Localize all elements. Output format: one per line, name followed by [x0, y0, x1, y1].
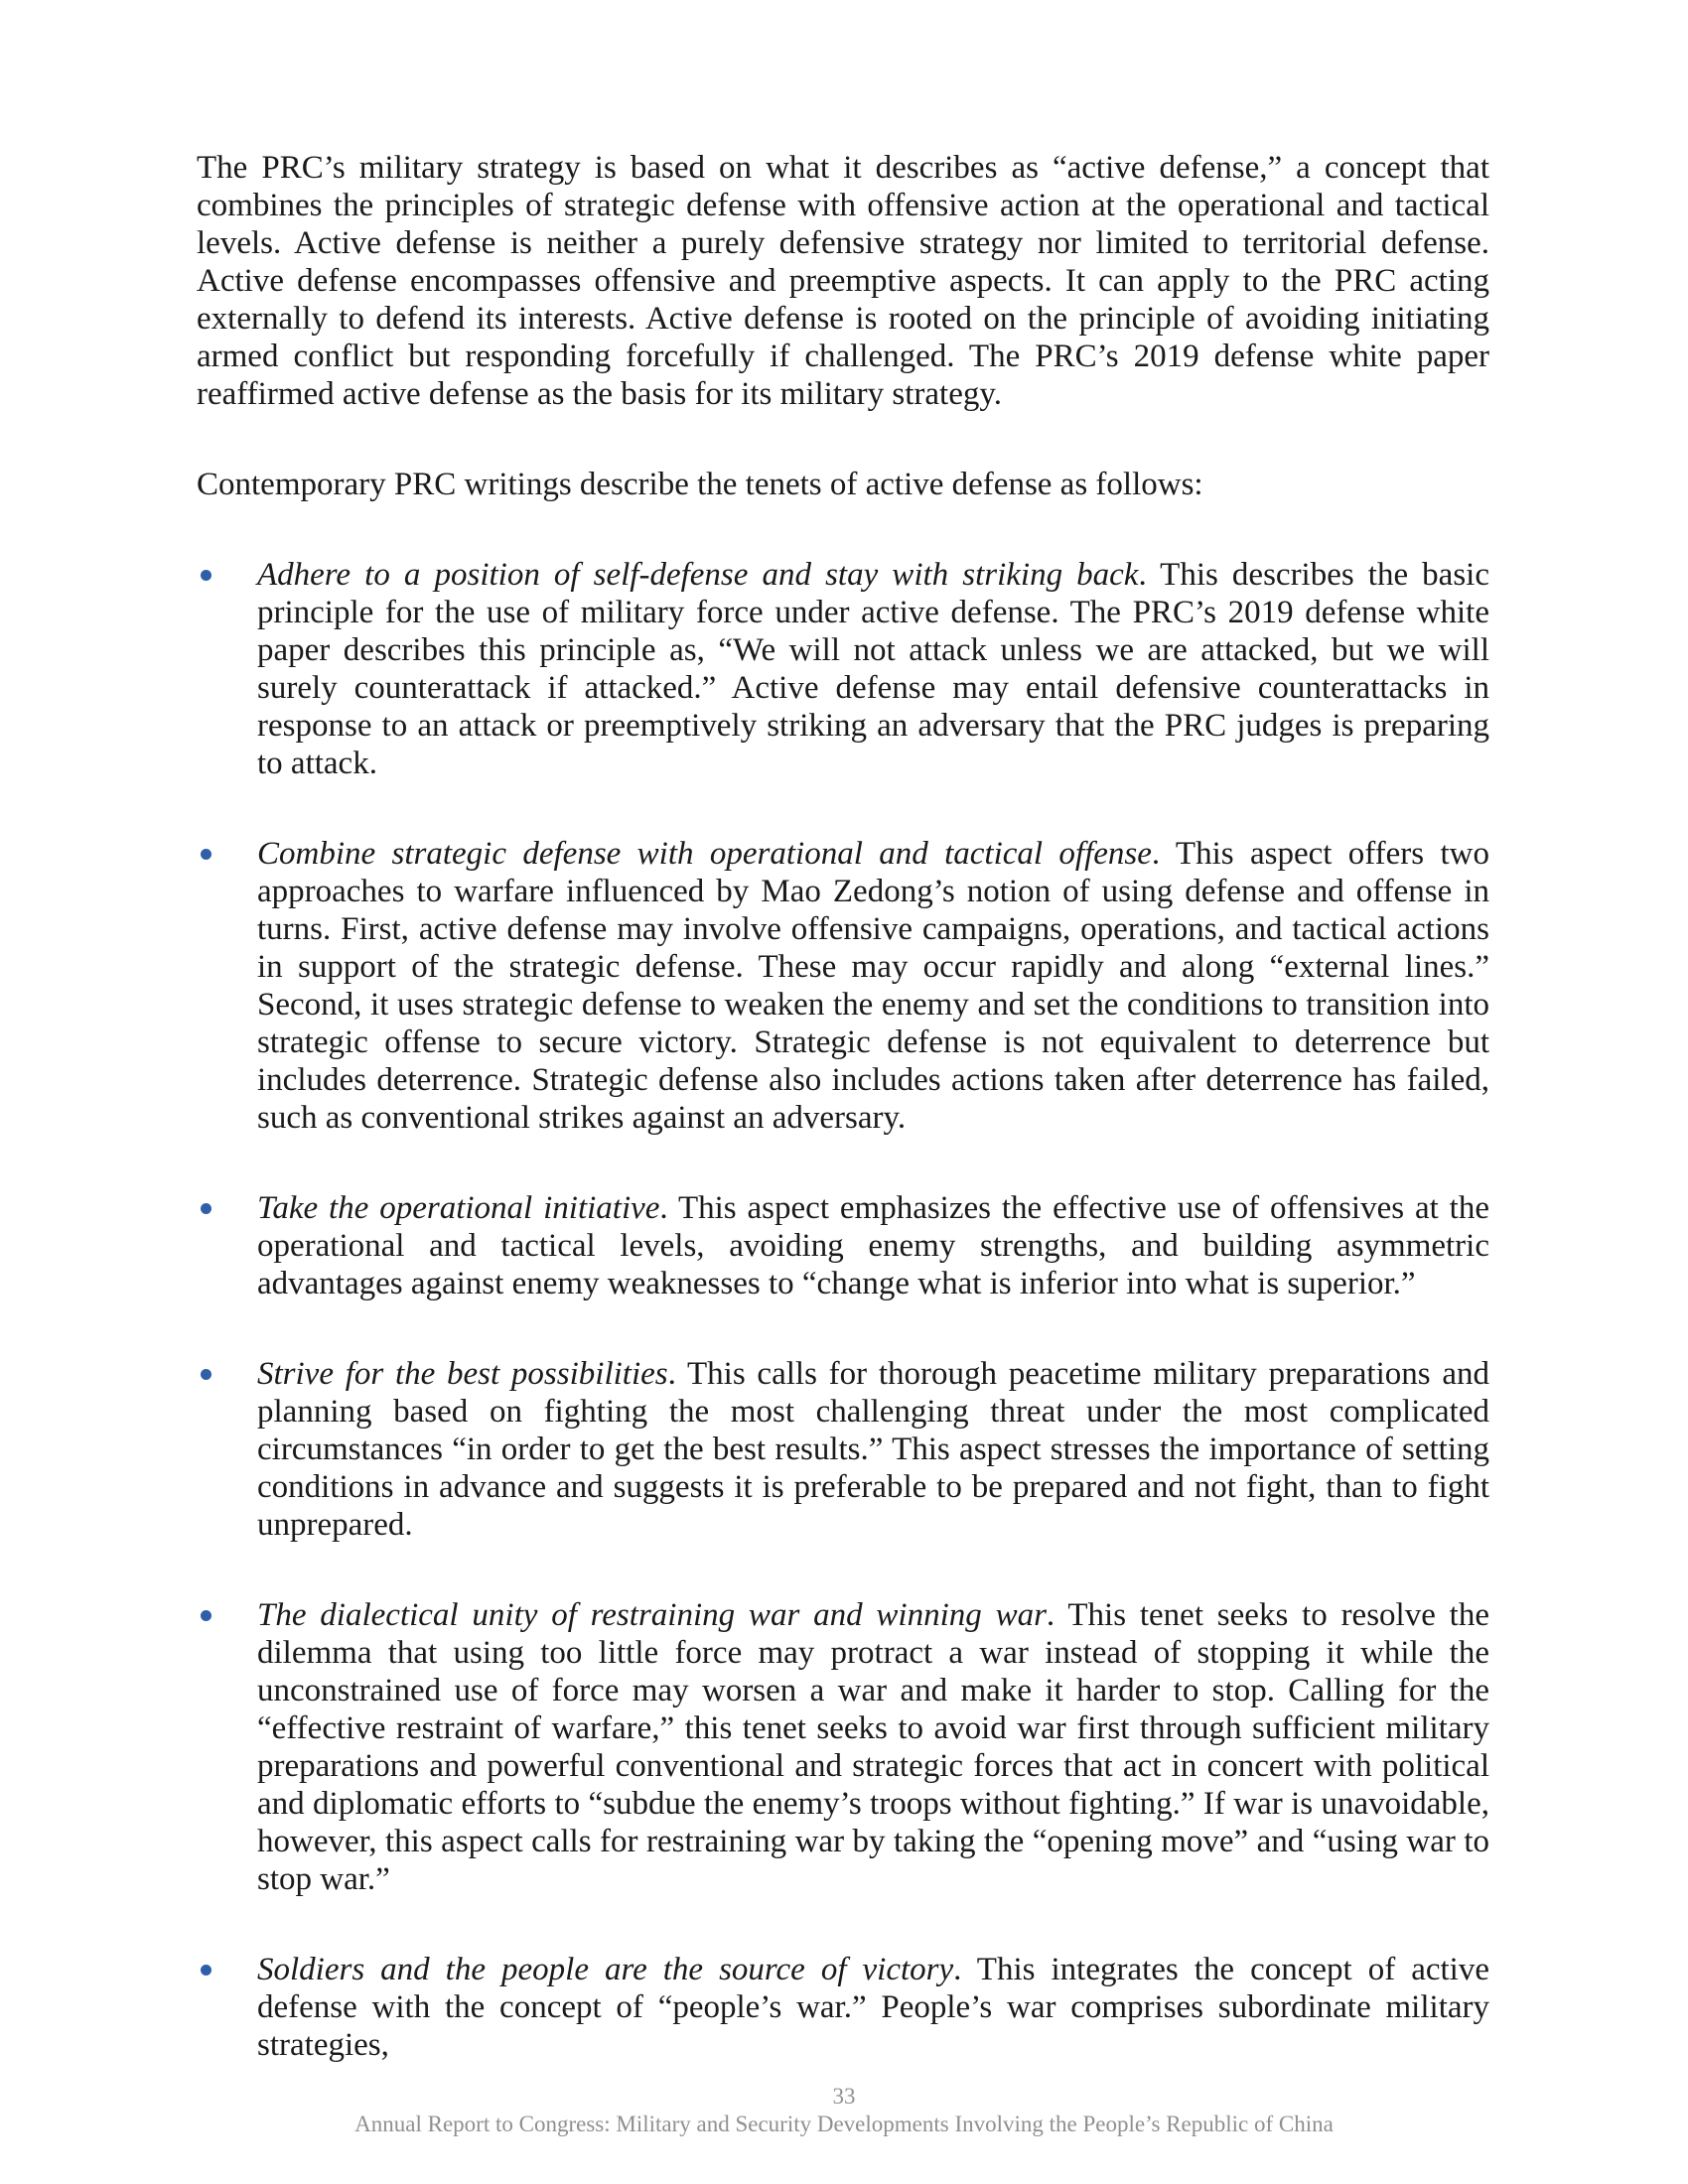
paragraph-active-defense-overview: The PRC’s military strategy is based on what it describes as “active defense,” a concept that combines the principles of strategic defense with offensive action at the operational and tactical levels. Active defense is neither a purely defensive strategy nor limited to territorial defense. Active defense encompasses offensive and preemptive aspects. It can apply to the PRC acting externally to defend its interests. Active defense is rooted on the principle of avoiding initiating armed conflict but responding forcefully if challenged. The PRC’s 2019 defense white paper reaffirmed active defense as the basis for its military strategy.	[197, 150, 1489, 412]
bullet-lead: Soldiers and the people are the source of victory	[257, 1952, 954, 1987]
bullet-dot-icon	[201, 1369, 211, 1380]
bullet-dot-icon	[201, 570, 211, 581]
bullet-lead: Combine strategic defense with operational and tactical offense	[257, 836, 1152, 872]
footer-report-title: Annual Report to Congress: Military and Security Developments Involving the People’s Republic of China	[354, 2112, 1334, 2136]
bullet-lead: The dialectical unity of restraining war and winning war	[257, 1597, 1047, 1633]
bullet-dot-icon	[201, 1203, 211, 1214]
bullet-item-combine	[197, 835, 1489, 1137]
bullet-text: . This tenet seeks to resolve the dilemma that using too little force may protract a war instead of stopping it while the unconstrained use of force may worsen a war and make it harder to stop. Calling for the “effective restraint of warfare,” this tenet seeks to avoid war first through sufficient military preparations and powerful conventional and strategic forces that act in concert with political and diplomatic efforts to “subdue the enemy’s troops without fighting.” If war is unavoidable, however, this aspect calls for restraining war by taking the “opening move” and “using war to stop war.”	[257, 1597, 1489, 1897]
bullet-item-soldiers-people	[197, 1951, 1489, 2064]
paragraph-tenets-intro: Contemporary PRC writings describe the tenets of active defense as follows:	[197, 467, 1203, 502]
bullet-item-initiative	[197, 1189, 1489, 1302]
bullet-text: . This aspect offers two approaches to warfare influenced by Mao Zedong’s notion of using defense and offense in turns. First, active defense may involve offensive campaigns, operations, and tactical actions in support of the strategic defense. These may occur rapidly and along “external lines.” Second, it uses strategic defense to weaken the enemy and set the conditions to transition into strategic offense to secure victory. Strategic defense is not equivalent to deterrence but includes deterrence. Strategic defense also includes actions taken after deterrence has failed, such as conventional strikes against an adversary.	[257, 836, 1489, 1136]
bullet-dot-icon	[201, 1610, 211, 1621]
bullet-text: . This aspect emphasizes the effective use of offensives at the operational and tactical levels, avoiding enemy strengths, and building asymmetric advantages against enemy weaknesses to “change what is inferior into what is superior.”	[257, 1190, 1489, 1301]
bullet-dot-icon	[201, 1965, 211, 1976]
bullet-lead: Strive for the best possibilities	[257, 1356, 668, 1392]
bullet-item-adhere	[197, 556, 1489, 782]
tenet-bullet-list	[197, 556, 1489, 2064]
page-body	[197, 149, 1489, 2064]
bullet-dot-icon	[201, 849, 211, 860]
bullet-lead: Take the operational initiative	[257, 1190, 660, 1226]
bullet-lead: Adhere to a position of self-defense and stay with striking back	[257, 557, 1139, 593]
bullet-item-strive	[197, 1355, 1489, 1544]
bullet-item-dialectical-unity	[197, 1596, 1489, 1898]
bullet-text: . This integrates the concept of active defense with the concept of “people’s war.” People’s war comprises subordinate military strategies,	[257, 1952, 1489, 2063]
bullet-text: . This calls for thorough peacetime military preparations and planning based on fighting the most challenging threat under the most complicated circumstances “in order to get the best results.” This aspect stresses the importance of setting conditions in advance and suggests it is preferable to be prepared and not fight, than to fight unprepared.	[257, 1356, 1489, 1543]
page-number: 33	[832, 2084, 856, 2109]
bullet-text: . This describes the basic principle for the use of military force under active defense. The PRC’s 2019 defense white paper describes this principle as, “We will not attack unless we are attacked, but we will surely counterattack if attacked.” Active defense may entail defensive counterattacks in response to an attack or preemptively striking an adversary that the PRC judges is preparing to attack.	[257, 557, 1489, 781]
